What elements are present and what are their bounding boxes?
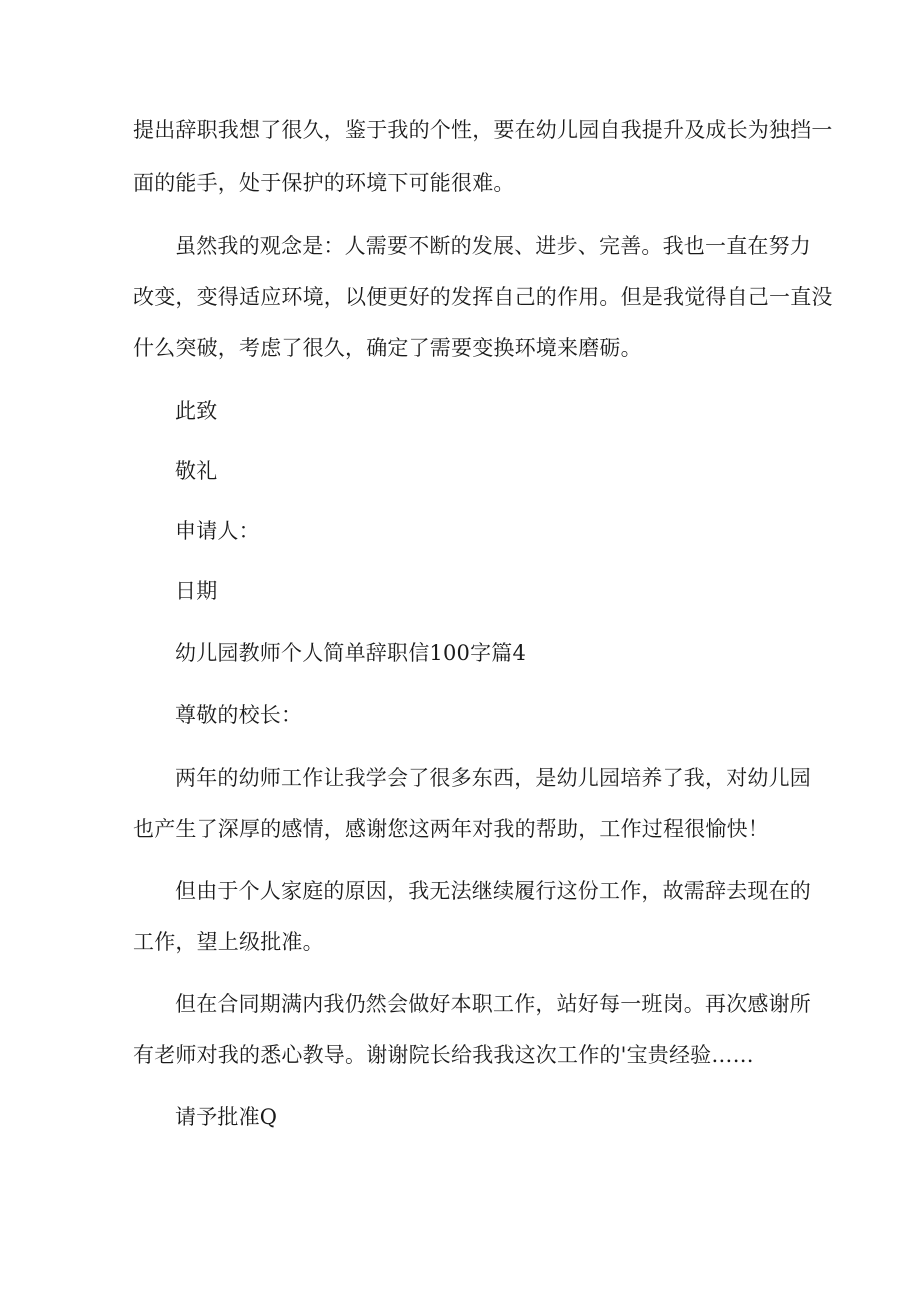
paragraph-2-line-2: 改变，变得适应环境，以便更好的发挥自己的作用。但是我觉得自己一直没 [133, 285, 833, 309]
paragraph-1-line-1: 提出辞职我想了很久，鉴于我的个性，要在幼儿园自我提升及成长为独挡一 [133, 118, 833, 142]
applicant-label: 申请人： [175, 519, 260, 543]
paragraph-2-line-1: 虽然我的观念是：人需要不断的发展、进步、完善。我也一直在努力 [175, 234, 811, 258]
salutation: 尊敬的校长： [175, 703, 303, 727]
paragraph-2-line-3: 什么突破，考虑了很久，确定了需要变换环境来磨砺。 [133, 336, 642, 360]
final-request: 请予批准Q [175, 1105, 278, 1129]
paragraph-3-line-1: 两年的幼师工作让我学会了很多东西，是幼儿园培养了我，对幼儿园 [175, 766, 811, 790]
paragraph-4-line-1: 但由于个人家庭的原因，我无法继续履行这份工作，故需辞去现在的 [175, 879, 811, 903]
paragraph-4-line-2: 工作，望上级批准。 [133, 930, 324, 954]
paragraph-5-line-2: 有老师对我的悉心教导。谢谢院长给我我这次工作的'宝贵经验…… [133, 1043, 754, 1067]
section-title: 幼儿园教师个人简单辞职信100字篇4 [175, 641, 527, 665]
closing-jing-li: 敬礼 [175, 459, 218, 483]
closing-ci-zhi: 此致 [175, 399, 218, 423]
paragraph-3-line-2: 也产生了深厚的感情，感谢您这两年对我的帮助，工作过程很愉快！ [133, 817, 769, 841]
date-label: 日期 [175, 579, 218, 603]
paragraph-5-line-1: 但在合同期满内我仍然会做好本职工作，站好每一班岗。再次感谢所 [175, 992, 811, 1016]
paragraph-1-line-2: 面的能手，处于保护的环境下可能很难。 [133, 171, 515, 195]
